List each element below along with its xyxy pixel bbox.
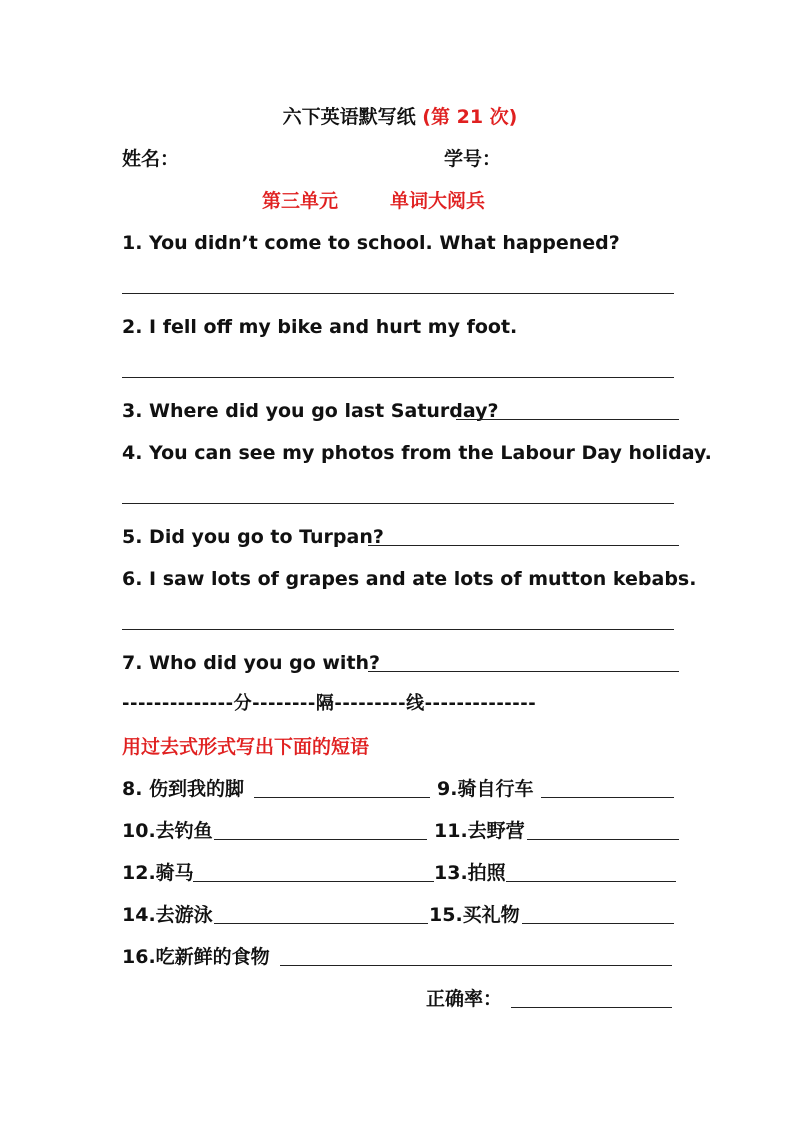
section-heading: 单词大阅兵 — [390, 190, 486, 212]
unit-heading: 第三单元 — [262, 190, 339, 212]
answer-line-14[interactable] — [214, 923, 428, 924]
answer-line-4[interactable] — [122, 503, 674, 504]
phrase-8: 8. 伤到我的脚 — [122, 778, 245, 800]
answer-line-5[interactable] — [368, 545, 679, 546]
phrase-9: 9.骑自行车 — [437, 778, 534, 800]
answer-line-2[interactable] — [122, 377, 674, 378]
answer-line-6[interactable] — [122, 629, 674, 630]
question-1: 1. You didn’t come to school. What happened? — [122, 232, 620, 254]
title-main: 六下英语默写纸 — [282, 106, 416, 128]
phrase-13: 13.拍照 — [434, 862, 506, 884]
question-2: 2. I fell off my bike and hurt my foot. — [122, 316, 518, 338]
phrase-16: 16.吃新鲜的食物 — [122, 946, 270, 968]
question-6: 6. I saw lots of grapes and ate lots of mutton kebabs. — [122, 568, 697, 590]
answer-line-3[interactable] — [456, 419, 679, 420]
answer-line-12[interactable] — [193, 881, 434, 882]
answer-line-7[interactable] — [368, 671, 679, 672]
phrase-11: 11.去野营 — [434, 820, 525, 842]
phrase-instruction: 用过去式形式写出下面的短语 — [122, 736, 370, 758]
cut-divider: --------------分--------隔---------线-------------- — [122, 693, 537, 714]
title-session: (第 21 次) — [422, 106, 518, 128]
question-3: 3. Where did you go last Saturday? — [122, 400, 499, 422]
answer-line-16[interactable] — [280, 965, 672, 966]
answer-line-13[interactable] — [506, 881, 676, 882]
answer-line-8[interactable] — [254, 797, 430, 798]
answer-line-9[interactable] — [541, 797, 674, 798]
question-4: 4. You can see my photos from the Labour Day holiday. — [122, 442, 712, 464]
question-5: 5. Did you go to Turpan? — [122, 526, 384, 548]
question-7: 7. Who did you go with? — [122, 652, 381, 674]
answer-line-11[interactable] — [527, 839, 679, 840]
answer-line-10[interactable] — [214, 839, 427, 840]
answer-line-15[interactable] — [522, 923, 674, 924]
answer-line-1[interactable] — [122, 293, 674, 294]
phrase-14: 14.去游泳 — [122, 904, 213, 926]
name-label: 姓名： — [122, 148, 180, 170]
page-title — [0, 105, 800, 129]
phrase-10: 10.去钓鱼 — [122, 820, 213, 842]
phrase-15: 15.买礼物 — [429, 904, 520, 926]
accuracy-line[interactable] — [511, 1007, 672, 1008]
phrase-12: 12.骑马 — [122, 862, 194, 884]
student-id-label: 学号： — [444, 148, 502, 170]
accuracy-label: 正确率： — [426, 988, 503, 1010]
